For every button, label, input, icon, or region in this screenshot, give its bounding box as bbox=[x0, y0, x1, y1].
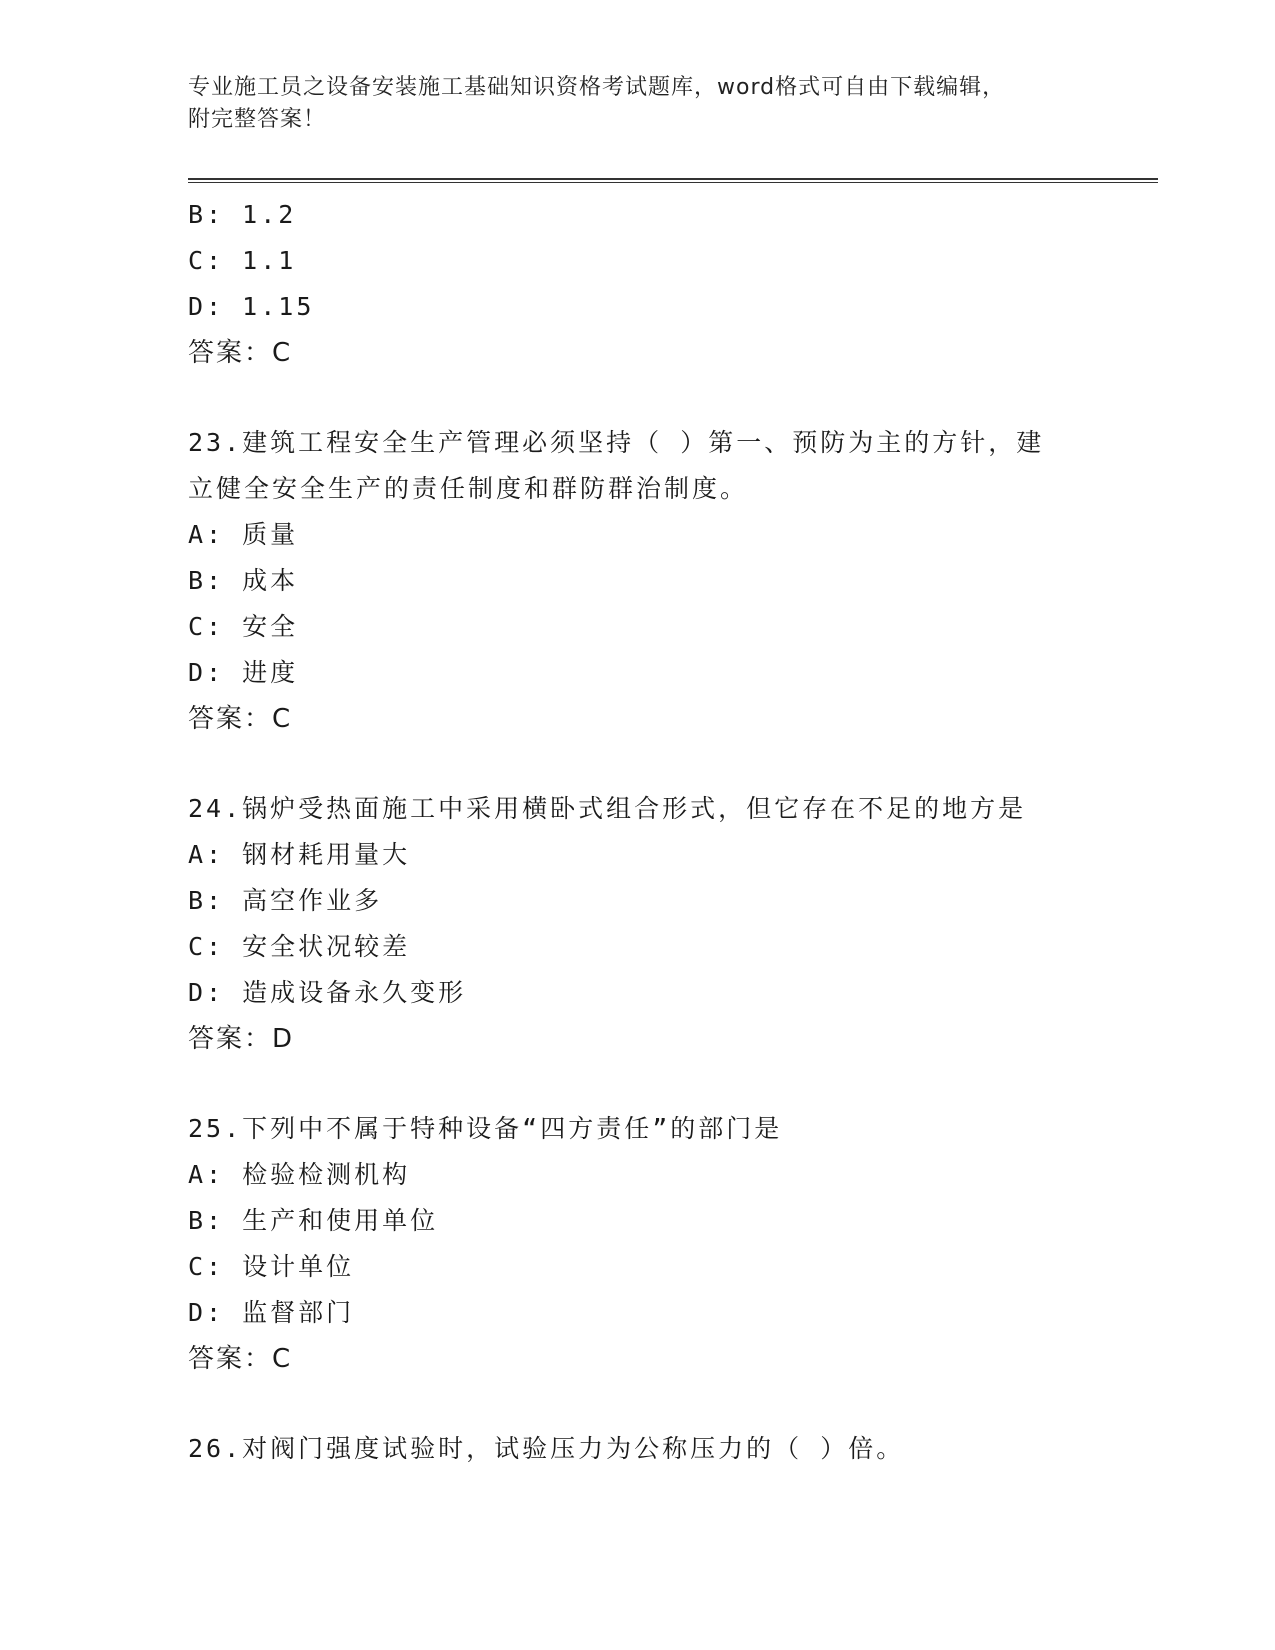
partial-question bbox=[188, 192, 1088, 376]
option-c: C: 设计单位 bbox=[188, 1252, 355, 1281]
option-b: B: 高空作业多 bbox=[188, 886, 383, 915]
question-26 bbox=[188, 1426, 1088, 1472]
question-23 bbox=[188, 420, 1088, 742]
option-d: D: 1.15 bbox=[188, 292, 315, 321]
question-content bbox=[188, 192, 1088, 1472]
question-25 bbox=[188, 1106, 1088, 1382]
answer: 答案：C bbox=[188, 704, 292, 734]
question-text: 24.锅炉受热面施工中采用横卧式组合形式，但它存在不足的地方是 bbox=[188, 794, 1027, 823]
option-c: C: 1.1 bbox=[188, 246, 297, 275]
option-b: B: 1.2 bbox=[188, 200, 297, 229]
question-text: 26.对阀门强度试验时，试验压力为公称压力的（ ）倍。 bbox=[188, 1434, 905, 1463]
option-d: D: 造成设备永久变形 bbox=[188, 978, 467, 1007]
question-text: 23.建筑工程安全生产管理必须坚持（ ）第一、预防为主的方针，建 bbox=[188, 428, 1045, 457]
header-line-1: 专业施工员之设备安装施工基础知识资格考试题库，word格式可自由下载编辑， bbox=[188, 75, 1006, 100]
option-d: D: 监督部门 bbox=[188, 1298, 355, 1327]
option-b: B: 生产和使用单位 bbox=[188, 1206, 439, 1235]
answer: 答案：D bbox=[188, 1024, 294, 1054]
answer: 答案：C bbox=[188, 1344, 292, 1374]
page-header bbox=[188, 72, 1078, 136]
question-text: 25.下列中不属于特种设备“四方责任”的部门是 bbox=[188, 1114, 783, 1143]
option-a: A: 钢材耗用量大 bbox=[188, 840, 411, 869]
option-c: C: 安全 bbox=[188, 612, 299, 641]
option-d: D: 进度 bbox=[188, 658, 299, 687]
question-24 bbox=[188, 786, 1088, 1062]
answer: 答案：C bbox=[188, 338, 292, 368]
question-text-cont: 立健全安全生产的责任制度和群防群治制度。 bbox=[188, 474, 749, 503]
header-line-2: 附完整答案！ bbox=[188, 107, 327, 132]
option-a: A: 质量 bbox=[188, 520, 299, 549]
option-b: B: 成本 bbox=[188, 566, 299, 595]
option-c: C: 安全状况较差 bbox=[188, 932, 411, 961]
header-divider bbox=[188, 178, 1158, 183]
option-a: A: 检验检测机构 bbox=[188, 1160, 411, 1189]
